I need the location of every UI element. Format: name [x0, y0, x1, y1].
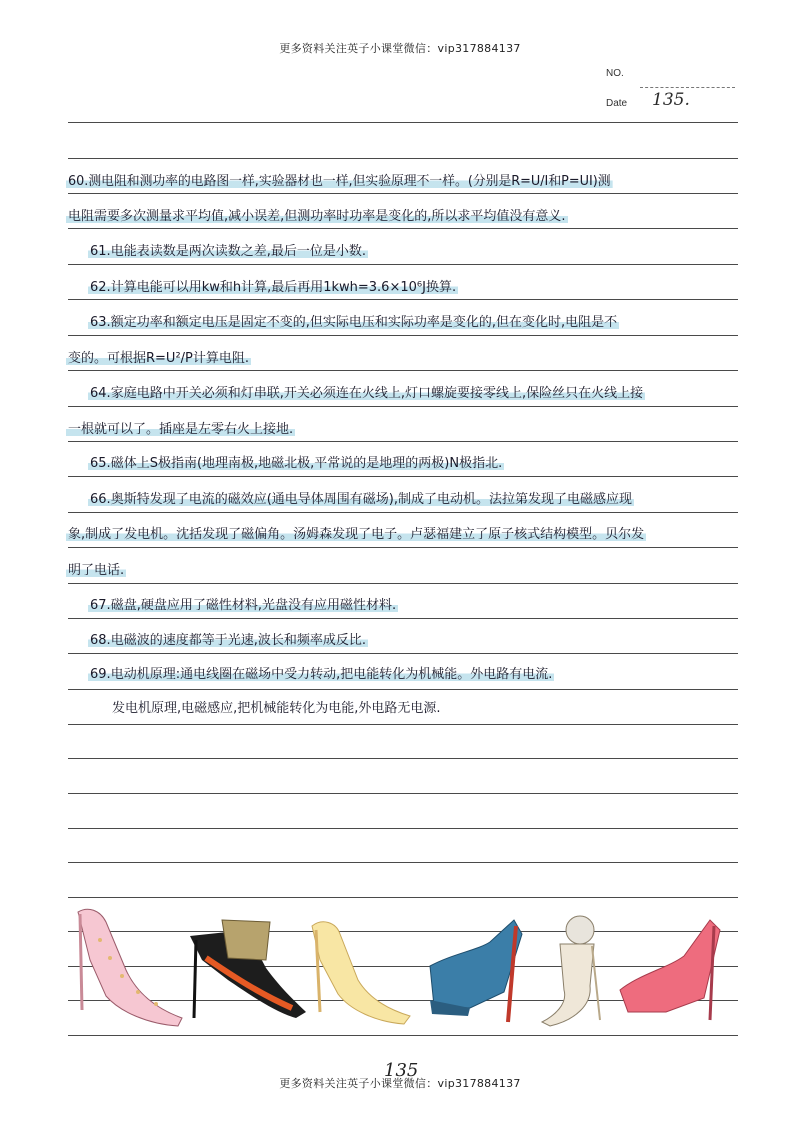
ruled-line — [68, 862, 738, 863]
pink-studded-shoe-icon — [78, 909, 182, 1026]
yellow-pump-icon — [312, 922, 410, 1024]
note-line: 62.计算电能可以用kw和h计算,最后再用1kwh=3.6×10⁶J换算. — [90, 280, 457, 295]
note-line: 67.磁盘,硬盘应用了磁性材料,光盘没有应用磁性材料. — [90, 598, 397, 613]
ruled-line — [68, 793, 738, 794]
note-line: 63.额定功率和额定电压是固定不变的,但实际电压和实际功率是变化的,但在变化时,电阻是不 — [90, 315, 618, 330]
ruled-line — [68, 897, 738, 898]
note-line: 明了电话. — [68, 563, 125, 578]
ruled-line — [68, 689, 738, 690]
black-orange-shoe-icon — [190, 920, 306, 1018]
note-line: 变的。可根据R=U²/P计算电阻. — [68, 351, 250, 366]
note-line: 一根就可以了。插座是左零右火上接地. — [68, 422, 294, 437]
date-value: 135. — [652, 90, 690, 110]
note-line: 66.奥斯特发现了电流的磁效应(通电导体周围有磁场),制成了电动机。法拉第发现了电磁感应现 — [90, 492, 632, 507]
ruled-line — [68, 441, 738, 442]
date-label: Date — [606, 98, 628, 109]
note-line: 发电机原理,电磁感应,把机械能转化为电能,外电路无电源. — [112, 701, 441, 716]
note-line: 电阻需要多次测量求平均值,减小误差,但测功率时功率是变化的,所以求平均值没有意义. — [68, 209, 566, 224]
note-line: 69.电动机原理:通电线圈在磁场中受力转动,把电能转化为机械能。外电路有电流. — [90, 667, 553, 682]
shoes-illustration — [60, 900, 750, 1040]
ruled-line — [68, 193, 738, 194]
ruled-line — [68, 335, 738, 336]
ornate-sandal-icon — [542, 916, 600, 1026]
ruled-line — [68, 724, 738, 725]
ruled-line — [68, 583, 738, 584]
ruled-line — [68, 618, 738, 619]
note-line: 64.家庭电路中开关必须和灯串联,开关必须连在火线上,灯口螺旋要接零线上,保险丝只在火线上接 — [90, 386, 644, 401]
no-field-line — [640, 87, 735, 88]
note-line: 65.磁体上S极指南(地理南极,地磁北极,平常说的是地理的两极)N极指北. — [90, 456, 503, 471]
page-number: 135 — [384, 1060, 419, 1081]
ruled-line — [68, 653, 738, 654]
note-line: 60.测电阻和测功率的电路图一样,实验器材也一样,但实验原理不一样。(分别是R=U/I和P=UI)测 — [67, 174, 611, 189]
ruled-line — [68, 758, 738, 759]
note-line: 68.电磁波的速度都等于光速,波长和频率成反比. — [90, 633, 366, 648]
watermark-bottom: 更多资料关注英子小课堂微信：vip317884137 — [279, 1077, 521, 1090]
note-line: 象,制成了发电机。沈括发现了磁偏角。汤姆森发现了电子。卢瑟福建立了原子核式结构模型。贝尔发 — [68, 527, 645, 542]
ruled-line — [68, 406, 738, 407]
ruled-line — [68, 228, 738, 229]
ruled-line — [68, 158, 738, 159]
note-line: 61.电能表读数是两次读数之差,最后一位是小数. — [90, 244, 366, 259]
ruled-line — [68, 476, 738, 477]
ruled-line — [68, 299, 738, 300]
blue-platform-shoe-icon — [430, 920, 522, 1022]
watermark-top: 更多资料关注英子小课堂微信：vip317884137 — [279, 42, 521, 55]
no-label: NO. — [606, 68, 624, 79]
ruled-line — [68, 122, 738, 123]
ruled-line — [68, 370, 738, 371]
ruled-line — [68, 512, 738, 513]
ruled-line — [68, 828, 738, 829]
pink-peep-toe-icon — [620, 920, 720, 1020]
ruled-line — [68, 547, 738, 548]
ruled-line — [68, 264, 738, 265]
